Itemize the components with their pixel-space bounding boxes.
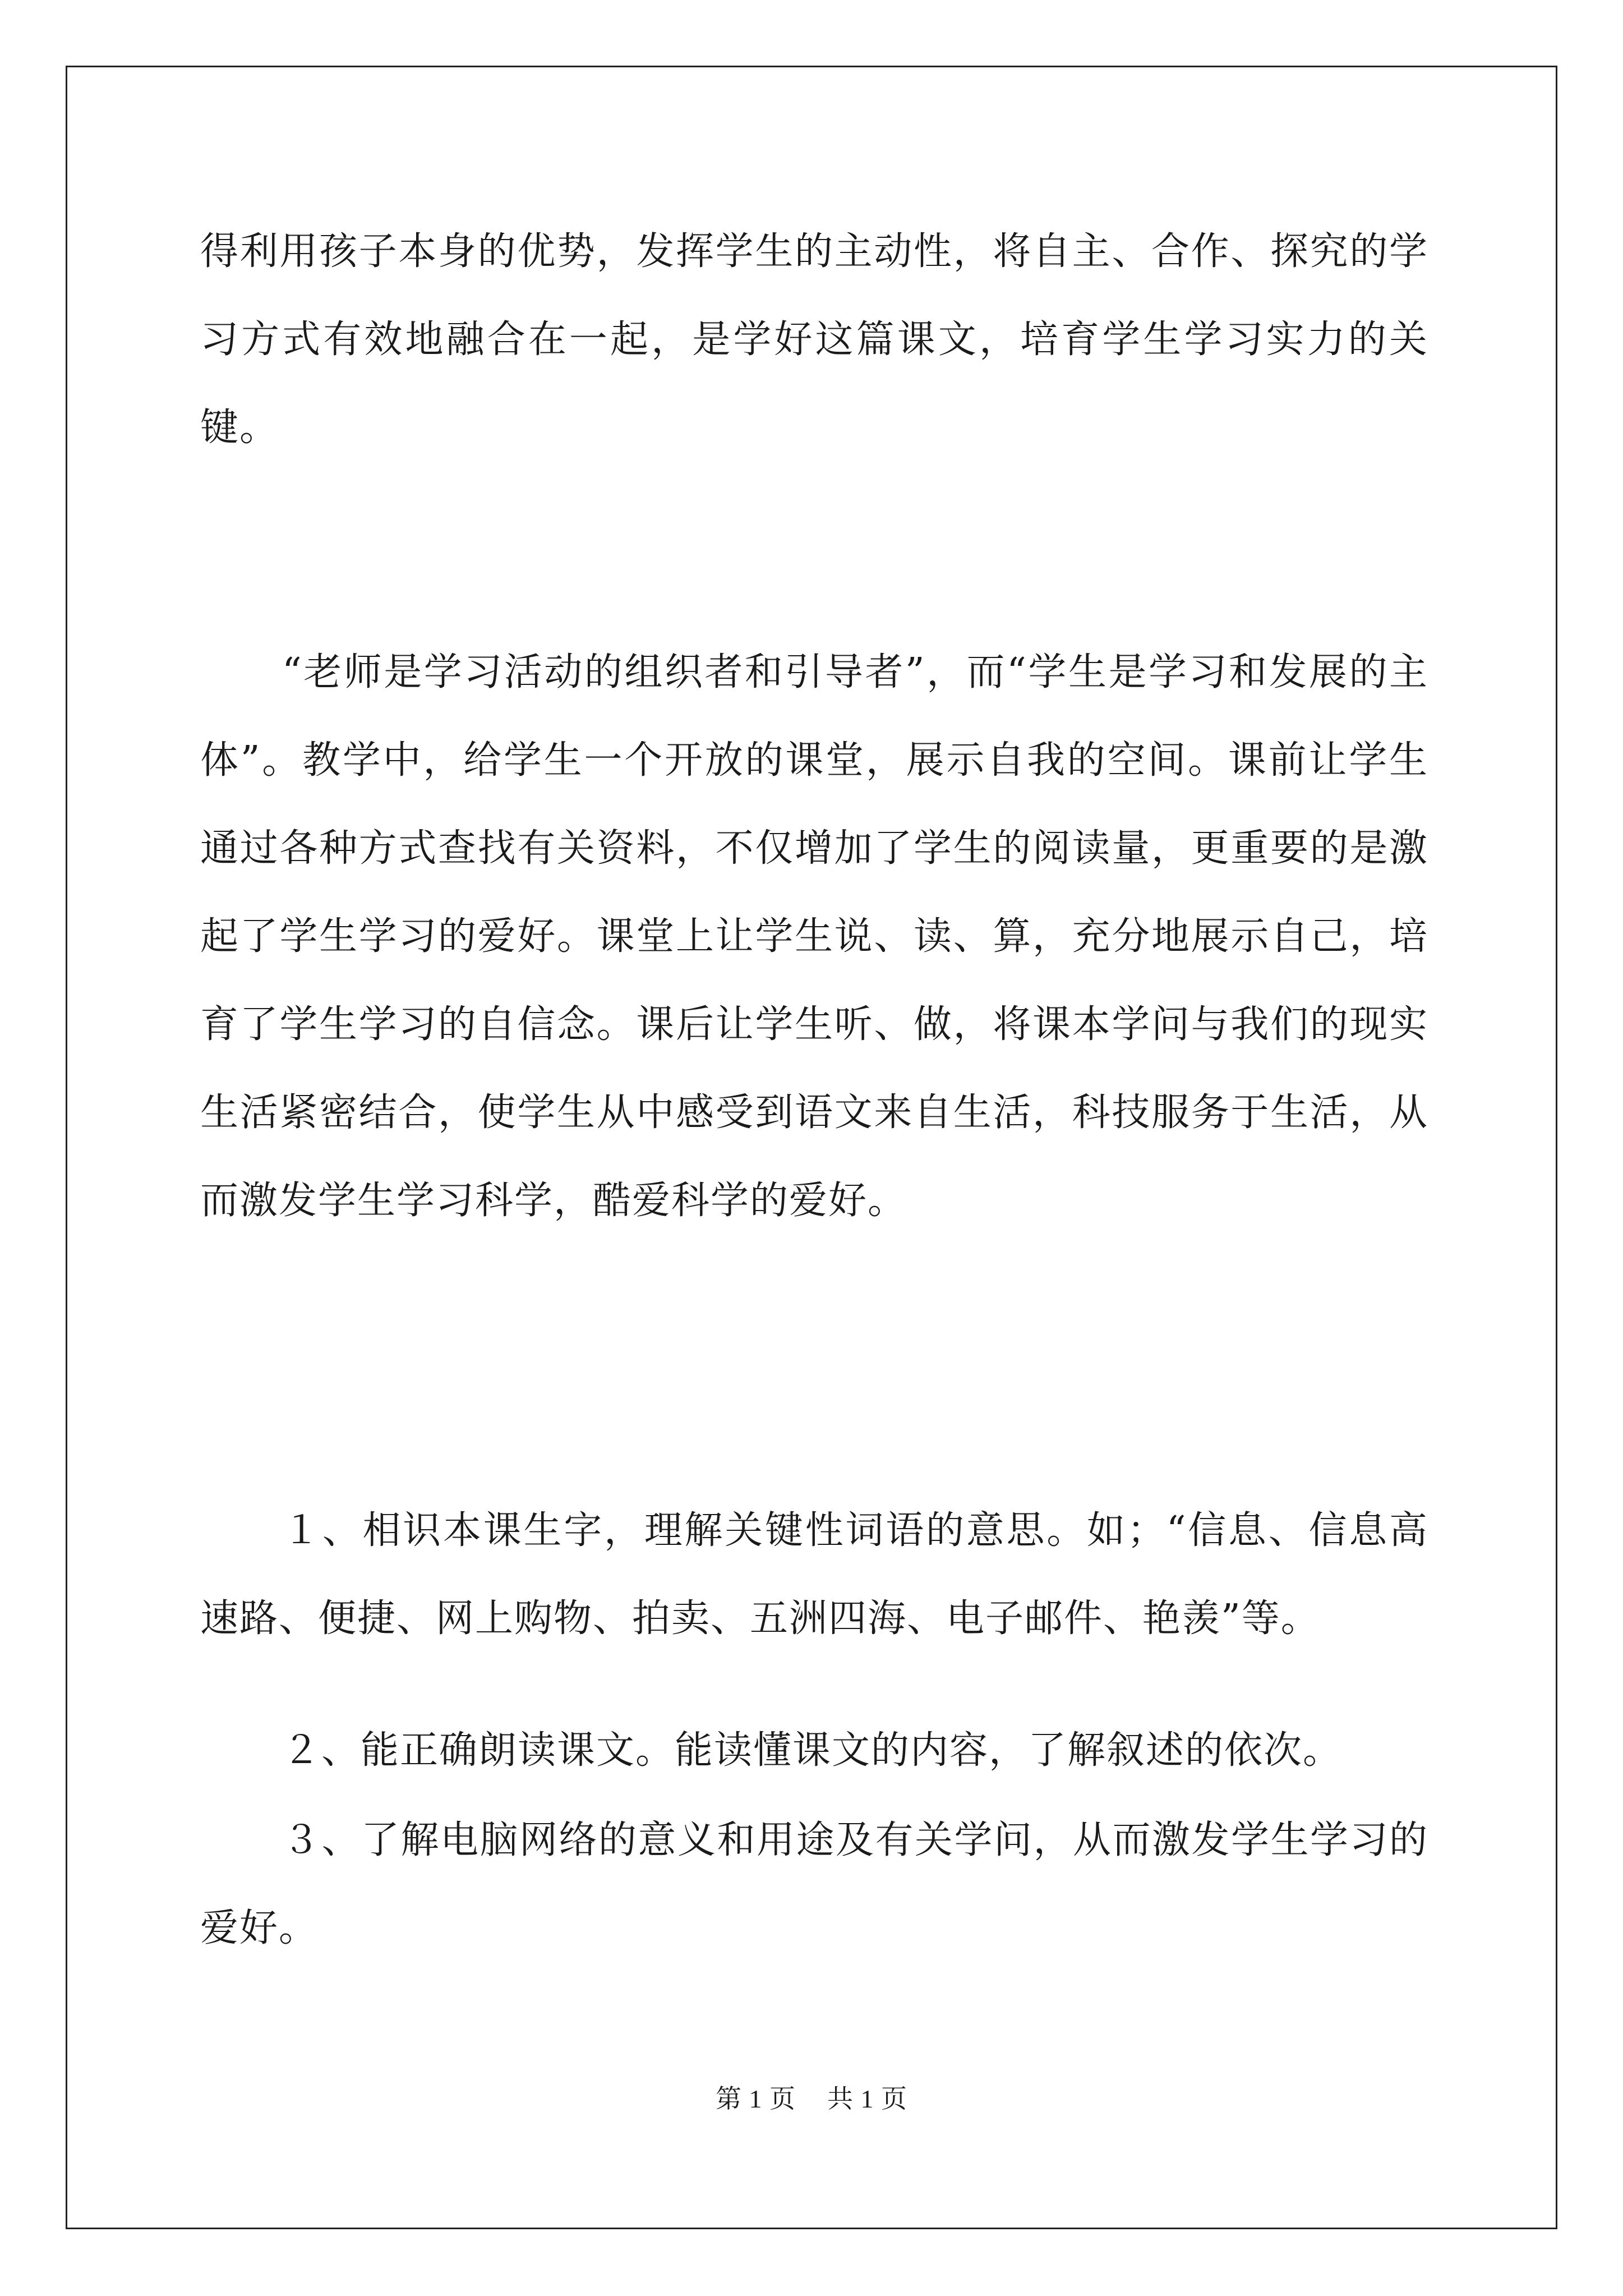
page-total: 共 1 页 xyxy=(827,2085,907,2113)
paragraph-1: 得利用孩子本身的优势，发挥学生的主动性，将自主、合作、探究的学习方式有效地融合在一起，是学好这篇课文，培育学生学习实力的关键。 xyxy=(200,229,1428,450)
objective-item-2: ２、能正确朗读课文。能读懂课文的内容，了解叙述的依次。 xyxy=(282,1728,1343,1773)
objective-item-3: ３、了解电脑网络的意义和用途及有关学问，从而激发学生学习的爱好。 xyxy=(200,1818,1428,1950)
paragraph-2: “老师是学习活动的组织者和引导者”，而“学生是学习和发展的主体”。教学中，给学生一个开放的课堂，展示自我的空间。课前让学生通过各种方式查找有关资料，不仅增加了学生的阅读量，更重要的是激起了学生学习的爱好。课堂上让学生说、读、算，充分地展示自己，培育了学生学习的自信念。课后让学生听、做，将课本学问与我们的现实生活紧密结合，使学生从中感受到语文来自生活，科技服务于生活，从而激发学生学习科学，酷爱科学的爱好。 xyxy=(200,650,1428,1223)
objective-item-1: １、相识本课生字，理解关键性词语的意思。如；“信息、信息高速路、便捷、网上购物、拍卖、五洲四海、电子邮件、艳羡”等。 xyxy=(200,1508,1428,1641)
page-number: 第 1 页 xyxy=(716,2085,796,2113)
page-footer xyxy=(0,2078,1623,2115)
